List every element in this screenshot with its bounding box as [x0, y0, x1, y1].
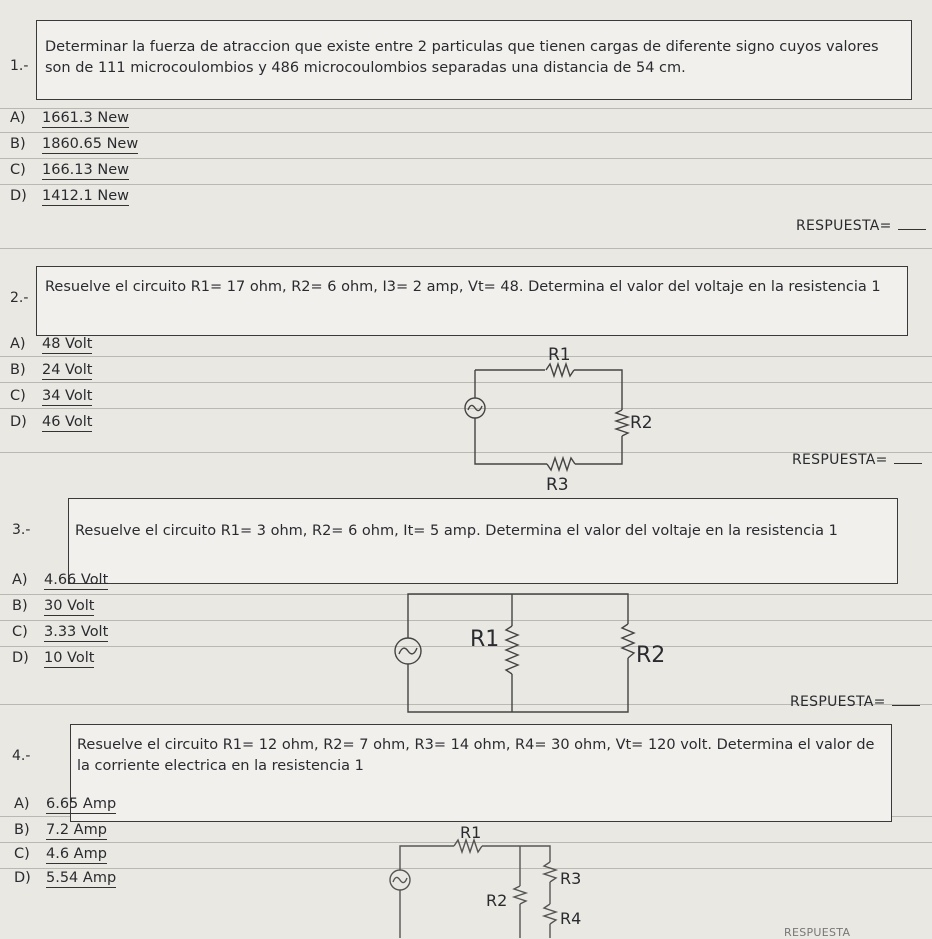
question-number: 4.- [12, 748, 31, 764]
option-d[interactable] [10, 188, 129, 204]
response-label: RESPUESTA= [796, 218, 892, 234]
wire [575, 436, 622, 464]
question-text: Resuelve el circuito R1= 12 ohm, R2= 7 ohm, R3= 14 ohm, R4= 30 ohm, Vt= 120 volt. Determina el valor de la corriente electrica en la resistencia 1 [77, 737, 875, 774]
option-letter: C) [14, 846, 30, 862]
option-a[interactable] [12, 572, 108, 588]
question-box [70, 724, 892, 822]
resistor-r3-symbol [544, 862, 556, 882]
question-number: 3.- [12, 522, 31, 538]
wire [408, 594, 628, 638]
option-b[interactable] [10, 362, 92, 378]
option-c[interactable] [12, 624, 108, 640]
option-letter: D) [10, 414, 27, 430]
option-value: 48 Volt [42, 336, 93, 352]
option-letter: D) [10, 188, 27, 204]
option-letter: B) [10, 136, 26, 152]
label-r1: R1 [548, 345, 571, 365]
response-label: RESPUESTA= [792, 452, 888, 468]
response-field[interactable] [790, 694, 920, 710]
option-letter: A) [10, 110, 26, 126]
option-value: 7.2 Amp [46, 822, 107, 838]
label-r3: R3 [560, 869, 582, 888]
option-letter: B) [12, 598, 28, 614]
question-box [36, 266, 908, 336]
option-b[interactable] [10, 136, 138, 152]
question-text: Determinar la fuerza de atraccion que existe entre 2 particulas que tienen cargas de diferente signo cuyos valores son de 111 microcoulombios y 486 microcoulombios separadas una distancia de 54 cm. [45, 39, 879, 76]
resistor-r4-symbol [544, 904, 556, 924]
wire [400, 846, 454, 870]
option-value: 166.13 New [42, 162, 129, 178]
option-value: 46 Volt [42, 414, 93, 430]
response-line [892, 705, 920, 706]
label-r3: R3 [546, 475, 569, 495]
option-value: 4.66 Volt [44, 572, 109, 588]
option-value: 30 Volt [44, 598, 95, 614]
option-value: 5.54 Amp [46, 870, 117, 886]
option-value: 34 Volt [42, 388, 93, 404]
response-field[interactable] [792, 452, 922, 468]
option-b[interactable] [14, 822, 107, 838]
circuit-diagram-3 [390, 586, 666, 722]
circuit-diagram-4 [370, 824, 610, 938]
question-box [36, 20, 912, 100]
option-letter: C) [10, 388, 26, 404]
option-value: 10 Volt [44, 650, 95, 666]
label-r2: R2 [486, 891, 508, 910]
option-a[interactable] [10, 110, 129, 126]
label-r2: R2 [636, 643, 666, 668]
label-r2: R2 [630, 413, 653, 433]
response-line [898, 229, 926, 230]
wire [408, 658, 628, 712]
option-c[interactable] [10, 162, 129, 178]
option-a[interactable] [14, 796, 116, 812]
label-r1: R1 [470, 627, 500, 652]
option-c[interactable] [10, 388, 92, 404]
resistor-r2-symbol [616, 410, 628, 436]
source-wave [399, 648, 417, 654]
option-value: 1860.65 New [42, 136, 139, 152]
question-box [68, 498, 898, 584]
wire [475, 418, 547, 464]
resistor-r1-symbol [546, 364, 574, 376]
response-label: RESPUESTA= [790, 694, 886, 710]
option-letter: C) [10, 162, 26, 178]
label-r4: R4 [560, 909, 582, 928]
question-text: Resuelve el circuito R1= 3 ohm, R2= 6 ohm, It= 5 amp. Determina el valor del voltaje en la resistencia 1 [75, 523, 838, 539]
option-letter: B) [10, 362, 26, 378]
option-d[interactable] [14, 870, 116, 886]
response-line [894, 463, 922, 464]
option-letter: A) [14, 796, 30, 812]
option-value: 6.65 Amp [46, 796, 117, 812]
option-letter: D) [12, 650, 29, 666]
resistor-r2-symbol [514, 886, 526, 904]
option-value: 4.6 Amp [46, 846, 107, 862]
option-value: 1661.3 New [42, 110, 129, 126]
response-field[interactable] [796, 218, 926, 234]
resistor-r3-symbol [547, 458, 575, 470]
option-a[interactable] [10, 336, 92, 352]
option-value: 24 Volt [42, 362, 93, 378]
resistor-r1-symbol [506, 626, 518, 674]
option-d[interactable] [10, 414, 92, 430]
question-number: 2.- [10, 290, 29, 306]
response-field-partial[interactable] [784, 926, 850, 939]
response-label: RESPUESTA [784, 926, 851, 939]
option-letter: C) [12, 624, 28, 640]
question-number: 1.- [10, 58, 29, 74]
option-d[interactable] [12, 650, 94, 666]
resistor-r2-symbol [622, 624, 634, 658]
circuit-diagram-2 [440, 340, 653, 500]
option-value: 1412.1 New [42, 188, 129, 204]
wire [574, 370, 622, 410]
wire [482, 846, 550, 862]
label-r1: R1 [460, 823, 482, 842]
option-letter: A) [10, 336, 26, 352]
question-text: Resuelve el circuito R1= 17 ohm, R2= 6 ohm, I3= 2 amp, Vt= 48. Determina el valor del voltaje en la resistencia 1 [45, 279, 881, 295]
option-b[interactable] [12, 598, 94, 614]
option-value: 3.33 Volt [44, 624, 109, 640]
option-letter: D) [14, 870, 31, 886]
option-c[interactable] [14, 846, 107, 862]
option-letter: B) [14, 822, 30, 838]
source-wave [393, 877, 407, 882]
option-letter: A) [12, 572, 28, 588]
source-wave [468, 405, 482, 410]
